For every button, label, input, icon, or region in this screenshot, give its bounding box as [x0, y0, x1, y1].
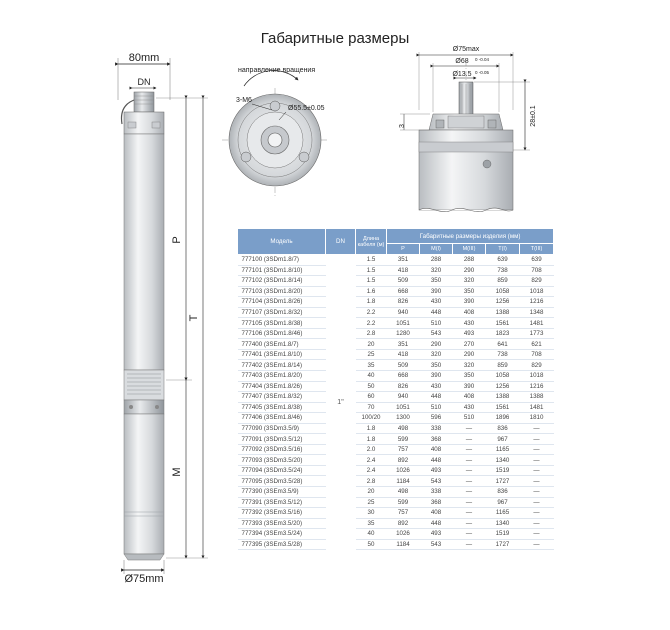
header-cable: Длина кабеля (м)	[356, 229, 387, 255]
model-cell: 777104 (3SDm1.8/26)	[238, 297, 326, 308]
model-cell: 777400 (3SEm1.8/7)	[238, 339, 326, 350]
m1-cell: 320	[420, 349, 453, 360]
header-dimensions-group: Габаритные размеры изделия (мм)	[387, 229, 554, 244]
t1-cell: 836	[486, 423, 520, 434]
m1-cell: 448	[420, 307, 453, 318]
p-cell: 1051	[387, 318, 420, 329]
m1-cell: 543	[420, 328, 453, 339]
m3-cell: 430	[453, 402, 486, 413]
p-cell: 1026	[387, 465, 420, 476]
bolt-icon	[436, 120, 444, 128]
model-cell: 777093 (3SDm3.5/20)	[238, 455, 326, 466]
model-cell: 777401 (3SEm1.8/10)	[238, 349, 326, 360]
p-cell: 599	[387, 434, 420, 445]
cable-cell: 30	[356, 508, 387, 519]
dia-55-label: Ø55.5±0.05	[288, 105, 325, 112]
cable-cell: 2.4	[356, 465, 387, 476]
m3-cell: —	[453, 497, 486, 508]
t3-cell: —	[520, 518, 554, 529]
t1-cell: 1058	[486, 371, 520, 382]
p-cell: 892	[387, 518, 420, 529]
m6-label: 3-M6	[236, 97, 252, 104]
cable-cell: 2.0	[356, 444, 387, 455]
model-cell: 777101 (3SDm1.8/10)	[238, 265, 326, 276]
model-cell: 777403 (3SEm1.8/20)	[238, 371, 326, 382]
dim-28-label: 28±0.1	[530, 105, 537, 127]
m3-cell: 390	[453, 297, 486, 308]
t3-cell: —	[520, 455, 554, 466]
dia-13-tolerance: 0 -0.05	[475, 70, 490, 75]
m3-cell: 270	[453, 339, 486, 350]
m1-cell: 408	[420, 444, 453, 455]
t1-cell: 1823	[486, 328, 520, 339]
t3-cell: —	[520, 423, 554, 434]
table-row	[238, 529, 554, 540]
cable-cell: 2.4	[356, 455, 387, 466]
p-cell: 498	[387, 423, 420, 434]
m3-cell: 320	[453, 276, 486, 287]
table-row	[238, 360, 554, 371]
table-row	[238, 444, 554, 455]
m1-cell: 430	[420, 381, 453, 392]
m3-cell: 320	[453, 360, 486, 371]
cable-cell: 40	[356, 529, 387, 540]
bolt-icon	[241, 152, 251, 162]
model-cell: 777394 (3SEm3.5/24)	[238, 529, 326, 540]
cable-cell: 100/20	[356, 413, 387, 424]
m1-cell: 543	[420, 539, 453, 550]
m3-cell: —	[453, 434, 486, 445]
table-row	[238, 339, 554, 350]
t1-cell: 967	[486, 434, 520, 445]
t3-cell: 639	[520, 255, 554, 266]
t1-cell: 1256	[486, 297, 520, 308]
t1-cell: 967	[486, 497, 520, 508]
cable-cell: 1.5	[356, 276, 387, 287]
model-cell: 777393 (3SEm3.5/20)	[238, 518, 326, 529]
m1-cell: 510	[420, 318, 453, 329]
pump-hydraulic-section	[124, 134, 164, 370]
model-cell: 777405 (3SEm1.8/38)	[238, 402, 326, 413]
m1-cell: 493	[420, 529, 453, 540]
m-label: M	[171, 467, 183, 477]
m1-cell: 290	[420, 339, 453, 350]
cable-cell: 25	[356, 349, 387, 360]
t1-cell: 1388	[486, 392, 520, 403]
bolt-icon	[299, 152, 309, 162]
p-cell: 1184	[387, 476, 420, 487]
m1-cell: 430	[420, 297, 453, 308]
table-row	[238, 286, 554, 297]
m3-cell: 408	[453, 307, 486, 318]
table-row	[238, 518, 554, 529]
table-row	[238, 476, 554, 487]
p-cell: 826	[387, 297, 420, 308]
cable-cell: 35	[356, 518, 387, 529]
t3-cell: —	[520, 539, 554, 550]
table-row	[238, 307, 554, 318]
p-cell: 940	[387, 307, 420, 318]
t3-cell: 1216	[520, 297, 554, 308]
pump-motor	[124, 414, 164, 554]
t1-cell: 1519	[486, 529, 520, 540]
m1-cell: 448	[420, 518, 453, 529]
m1-cell: 350	[420, 276, 453, 287]
p-cell: 1300	[387, 413, 420, 424]
p-cell: 351	[387, 339, 420, 350]
dia-13-label: Ø13.5	[452, 71, 472, 78]
pump-head-detail	[399, 46, 537, 212]
cable-cell: 60	[356, 392, 387, 403]
m1-cell: 320	[420, 265, 453, 276]
table-row	[238, 255, 554, 266]
t3-cell: 1216	[520, 381, 554, 392]
header-dn: DN	[326, 229, 356, 255]
p-cell: 757	[387, 444, 420, 455]
p-cell: 1280	[387, 328, 420, 339]
m3-cell: —	[453, 476, 486, 487]
p-cell: 599	[387, 497, 420, 508]
model-cell: 777091 (3SDm3.5/12)	[238, 434, 326, 445]
t3-cell: 1481	[520, 402, 554, 413]
p-cell: 418	[387, 265, 420, 276]
intake-grill	[124, 370, 164, 400]
m3-cell: —	[453, 508, 486, 519]
dn-label: DN	[137, 77, 151, 87]
p-cell: 940	[387, 392, 420, 403]
t1-cell: 1519	[486, 465, 520, 476]
t1-cell: 738	[486, 349, 520, 360]
m1-cell: 543	[420, 476, 453, 487]
cable-cell: 2.8	[356, 476, 387, 487]
t1-cell: 1727	[486, 476, 520, 487]
cable-cell: 2.2	[356, 307, 387, 318]
model-cell: 777095 (3SDm3.5/28)	[238, 476, 326, 487]
model-cell: 777392 (3SEm3.5/16)	[238, 508, 326, 519]
m3-cell: —	[453, 455, 486, 466]
t1-cell: 1561	[486, 318, 520, 329]
m3-cell: —	[453, 444, 486, 455]
cable-cell: 25	[356, 497, 387, 508]
t1-cell: 639	[486, 255, 520, 266]
t-label: T	[188, 314, 200, 322]
m1-cell: 338	[420, 423, 453, 434]
p-cell: 757	[387, 508, 420, 519]
pump-side-view	[118, 52, 208, 585]
header-model: Модель	[238, 229, 326, 255]
m3-cell: —	[453, 423, 486, 434]
dia-68-tolerance: 0 -0.04	[475, 57, 490, 62]
m1-cell: 390	[420, 286, 453, 297]
bolt-icon	[488, 120, 496, 128]
m1-cell: 288	[420, 255, 453, 266]
t1-cell: 1896	[486, 413, 520, 424]
m1-cell: 448	[420, 392, 453, 403]
table-row	[238, 371, 554, 382]
t3-cell: 708	[520, 265, 554, 276]
cable-cell: 1.8	[356, 297, 387, 308]
t1-cell: 859	[486, 360, 520, 371]
page-title: Габаритные размеры	[260, 30, 410, 47]
table-row	[238, 497, 554, 508]
t1-cell: 1256	[486, 381, 520, 392]
table-row	[238, 265, 554, 276]
table-row	[238, 508, 554, 519]
model-cell: 777390 (3SEm3.5/9)	[238, 487, 326, 498]
m3-cell: 290	[453, 265, 486, 276]
t1-cell: 1388	[486, 307, 520, 318]
p-cell: 418	[387, 349, 420, 360]
cable-cell: 1.5	[356, 255, 387, 266]
m3-cell: 290	[453, 349, 486, 360]
pump-top-view	[222, 67, 328, 196]
m3-cell: 430	[453, 318, 486, 329]
m3-cell: 350	[453, 371, 486, 382]
m1-cell: 350	[420, 360, 453, 371]
cable-cell: 1.5	[356, 265, 387, 276]
width-80-label: 80mm	[128, 52, 160, 64]
cable-cell: 20	[356, 339, 387, 350]
m1-cell: 408	[420, 508, 453, 519]
t3-cell: 1018	[520, 371, 554, 382]
t3-cell: 1810	[520, 413, 554, 424]
m3-cell: 408	[453, 392, 486, 403]
p-cell: 826	[387, 381, 420, 392]
m1-cell: 390	[420, 371, 453, 382]
bolt-icon	[270, 101, 280, 111]
m1-cell: 368	[420, 434, 453, 445]
table-row	[238, 487, 554, 498]
p-label: P	[171, 236, 183, 244]
header-t1: T(I)	[486, 244, 520, 255]
cable-cell: 1.8	[356, 434, 387, 445]
t3-cell: —	[520, 508, 554, 519]
dia-68-label: Ø68	[455, 58, 469, 65]
t3-cell: —	[520, 444, 554, 455]
p-cell: 1026	[387, 529, 420, 540]
table-row	[238, 434, 554, 445]
model-cell: 777102 (3SDm1.8/14)	[238, 276, 326, 287]
p-cell: 498	[387, 487, 420, 498]
m1-cell: 368	[420, 497, 453, 508]
m3-cell: —	[453, 518, 486, 529]
table-row	[238, 455, 554, 466]
p-cell: 892	[387, 455, 420, 466]
table-row	[238, 423, 554, 434]
m3-cell: 390	[453, 381, 486, 392]
t3-cell: 1773	[520, 328, 554, 339]
cable-cell: 40	[356, 371, 387, 382]
p-cell: 509	[387, 276, 420, 287]
model-cell: 777407 (3SEm1.8/32)	[238, 392, 326, 403]
p-cell: 1051	[387, 402, 420, 413]
header-m1: M(I)	[420, 244, 453, 255]
table-body	[238, 255, 554, 550]
t3-cell: 829	[520, 360, 554, 371]
outlet-nozzle	[134, 92, 154, 112]
m1-cell: 448	[420, 455, 453, 466]
p-cell: 509	[387, 360, 420, 371]
t3-cell: —	[520, 529, 554, 540]
t3-cell: —	[520, 465, 554, 476]
model-cell: 777092 (3SDm3.5/16)	[238, 444, 326, 455]
t1-cell: 859	[486, 276, 520, 287]
table-row	[238, 539, 554, 550]
t1-cell: 1165	[486, 508, 520, 519]
cable-cell: 2.8	[356, 328, 387, 339]
t3-cell: —	[520, 497, 554, 508]
cable-cell: 2.2	[356, 318, 387, 329]
model-cell: 777103 (3SDm1.8/20)	[238, 286, 326, 297]
cable-cell: 35	[356, 360, 387, 371]
t3-cell: 829	[520, 276, 554, 287]
table-row	[238, 381, 554, 392]
m3-cell: 288	[453, 255, 486, 266]
model-cell: 777395 (3SEm3.5/28)	[238, 539, 326, 550]
t1-cell: 1058	[486, 286, 520, 297]
t1-cell: 738	[486, 265, 520, 276]
model-cell: 777094 (3SDm3.5/24)	[238, 465, 326, 476]
m3-cell: 510	[453, 413, 486, 424]
table-row	[238, 465, 554, 476]
table-row	[238, 392, 554, 403]
t1-cell: 1727	[486, 539, 520, 550]
cable-cell: 1.8	[356, 423, 387, 434]
t3-cell: 621	[520, 339, 554, 350]
model-cell: 777404 (3SEm1.8/26)	[238, 381, 326, 392]
table-row	[238, 276, 554, 287]
table-row	[238, 328, 554, 339]
model-cell: 777402 (3SEm1.8/14)	[238, 360, 326, 371]
m1-cell: 596	[420, 413, 453, 424]
model-cell: 777105 (3SDm1.8/38)	[238, 318, 326, 329]
dim-3-label: 3	[399, 124, 406, 128]
t3-cell: —	[520, 487, 554, 498]
m1-cell: 493	[420, 465, 453, 476]
t1-cell: 641	[486, 339, 520, 350]
t3-cell: 1388	[520, 392, 554, 403]
diameter-75-label: Ø75mm	[124, 573, 164, 585]
t3-cell: —	[520, 434, 554, 445]
cable-cell: 50	[356, 539, 387, 550]
model-cell: 777406 (3SEm1.8/46)	[238, 413, 326, 424]
table-row	[238, 349, 554, 360]
dn-cell: 1"	[337, 398, 344, 406]
t3-cell: 708	[520, 349, 554, 360]
table-row	[238, 402, 554, 413]
cable-cell: 70	[356, 402, 387, 413]
rotation-label: направление вращения	[238, 67, 316, 74]
p-cell: 668	[387, 371, 420, 382]
cable-cell: 50	[356, 381, 387, 392]
table-row	[238, 413, 554, 424]
m3-cell: —	[453, 539, 486, 550]
m1-cell: 338	[420, 487, 453, 498]
t1-cell: 836	[486, 487, 520, 498]
t1-cell: 1340	[486, 455, 520, 466]
model-cell: 777107 (3SDm1.8/32)	[238, 307, 326, 318]
header-t3: T(III)	[520, 244, 554, 255]
m3-cell: —	[453, 487, 486, 498]
p-cell: 351	[387, 255, 420, 266]
header-p: P	[387, 244, 420, 255]
cable-cell: 1.6	[356, 286, 387, 297]
m3-cell: —	[453, 529, 486, 540]
p-cell: 1184	[387, 539, 420, 550]
m1-cell: 510	[420, 402, 453, 413]
t3-cell: 1018	[520, 286, 554, 297]
table-row	[238, 318, 554, 329]
t1-cell: 1340	[486, 518, 520, 529]
m3-cell: 350	[453, 286, 486, 297]
table-row	[238, 297, 554, 308]
cable-cell: 20	[356, 487, 387, 498]
model-cell: 777391 (3SEm3.5/12)	[238, 497, 326, 508]
model-cell: 777106 (3SDm1.8/46)	[238, 328, 326, 339]
header-m3: M(III)	[453, 244, 486, 255]
t1-cell: 1165	[486, 444, 520, 455]
m3-cell: 493	[453, 328, 486, 339]
dia-75max-label: Ø75max	[452, 46, 480, 53]
t3-cell: 1348	[520, 307, 554, 318]
model-cell: 777090 (3SDm3.5/9)	[238, 423, 326, 434]
t1-cell: 1561	[486, 402, 520, 413]
m3-cell: —	[453, 465, 486, 476]
t3-cell: —	[520, 476, 554, 487]
p-cell: 668	[387, 286, 420, 297]
dimensions-table	[237, 228, 554, 550]
model-cell: 777100 (3SDm1.8/7)	[238, 255, 326, 266]
t3-cell: 1481	[520, 318, 554, 329]
